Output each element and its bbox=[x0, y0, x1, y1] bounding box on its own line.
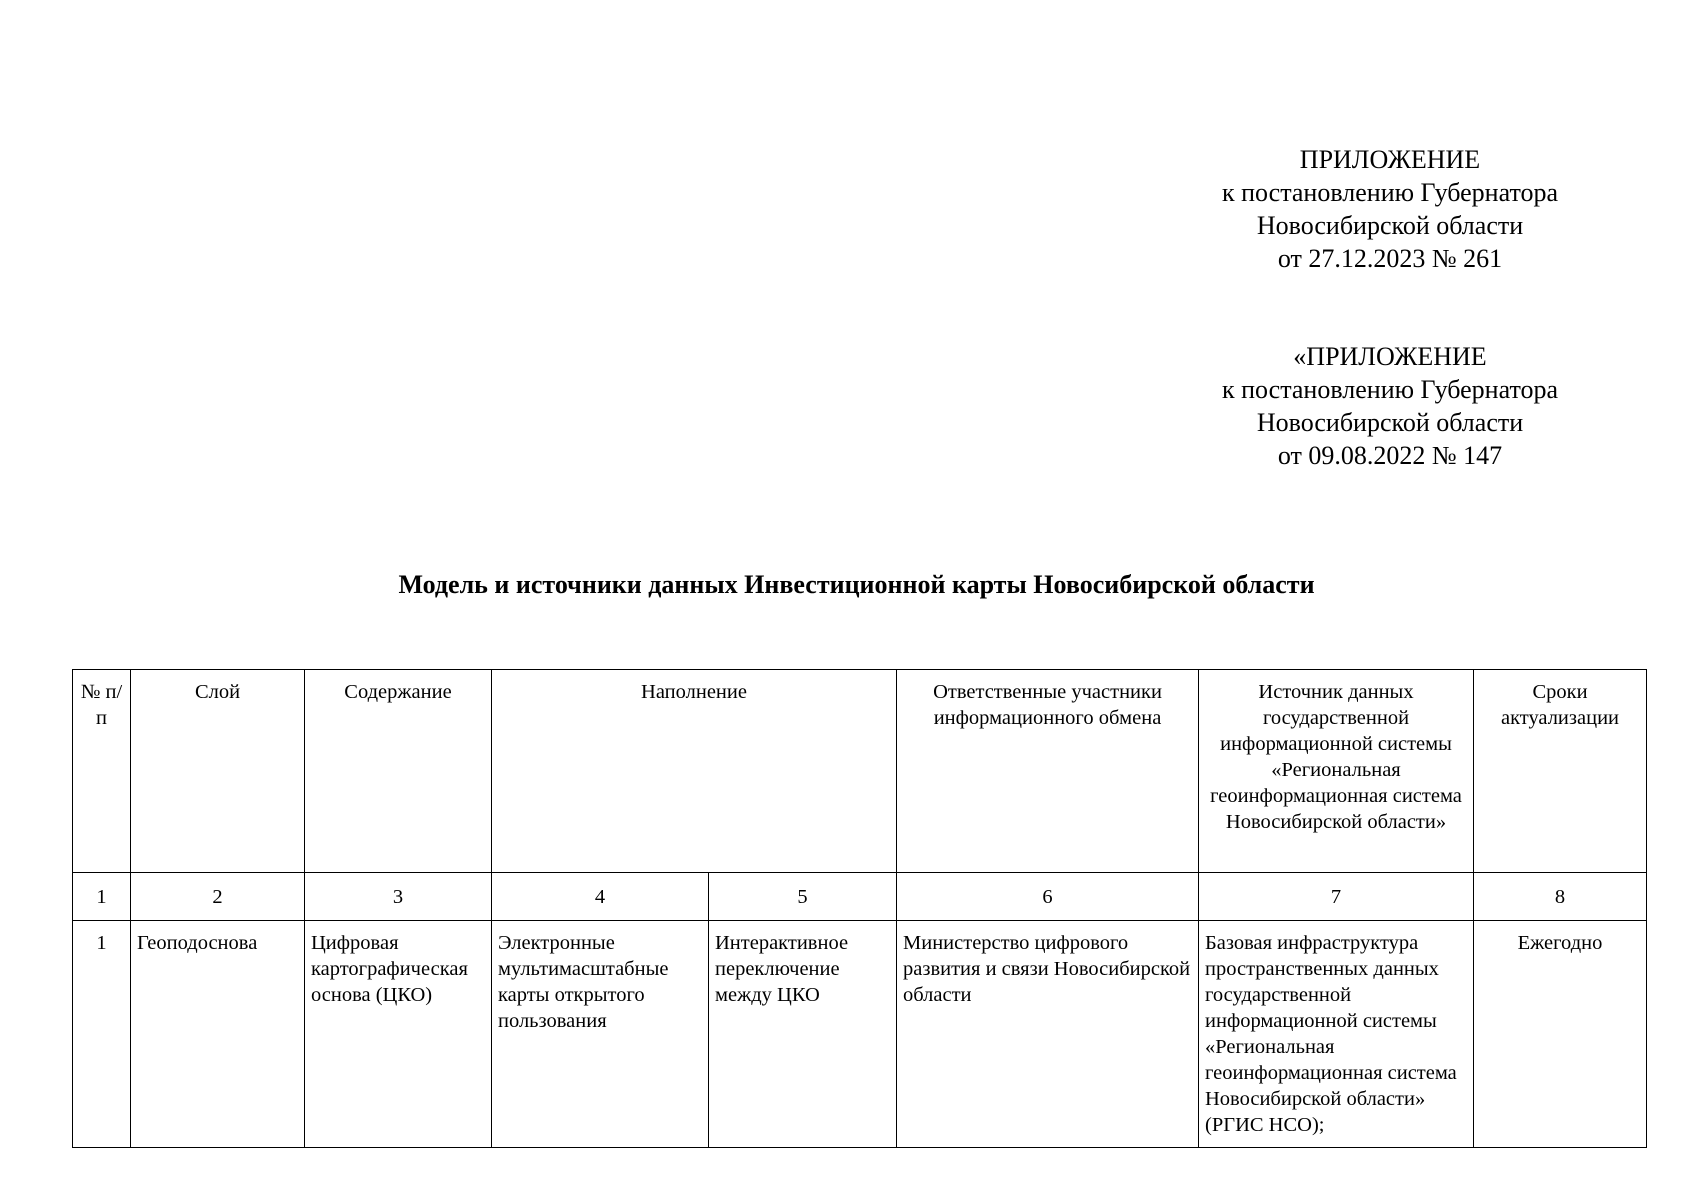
appendix-previous-line-1: «ПРИЛОЖЕНИЕ bbox=[1293, 342, 1487, 371]
column-number-cell: 6 bbox=[897, 873, 1199, 921]
table-header-row bbox=[73, 670, 1647, 873]
header-source: Источник данных государственной информационной системы «Региональная геоинформационная система Новосибирской области» bbox=[1199, 670, 1474, 873]
responsible-cell: Министерство цифрового развития и связи Новосибирской области bbox=[897, 921, 1199, 1148]
layer-cell: Геоподоснова bbox=[131, 921, 305, 1148]
appendix-block-previous bbox=[1174, 340, 1606, 472]
header-filling: Наполнение bbox=[492, 670, 897, 873]
header-update-terms: Сроки актуализации bbox=[1474, 670, 1647, 873]
column-number-cell: 7 bbox=[1199, 873, 1474, 921]
appendix-current-line-2: к постановлению Губернатора bbox=[1221, 178, 1559, 207]
update-terms-cell: Ежегодно bbox=[1474, 921, 1647, 1148]
appendix-previous-line-4: от 09.08.2022 № 147 bbox=[1277, 441, 1503, 470]
appendix-current-line-4: от 27.12.2023 № 261 bbox=[1277, 244, 1503, 273]
column-number-cell: 4 bbox=[492, 873, 709, 921]
column-number-cell: 8 bbox=[1474, 873, 1647, 921]
row-number-cell: 1 bbox=[73, 921, 131, 1148]
header-layer: Слой bbox=[131, 670, 305, 873]
column-number-cell: 5 bbox=[709, 873, 897, 921]
appendix-current-line-1: ПРИЛОЖЕНИЕ bbox=[1299, 145, 1481, 174]
appendix-current-line-3: Новосибирской области bbox=[1256, 211, 1524, 240]
header-number: № п/п bbox=[73, 670, 131, 873]
data-sources-table bbox=[72, 669, 1647, 1148]
header-responsible: Ответственные участники информационного обмена bbox=[897, 670, 1199, 873]
appendix-previous-line-3: Новосибирской области bbox=[1256, 408, 1524, 437]
document-title: Модель и источники данных Инвестиционной карты Новосибирской области bbox=[398, 570, 1315, 599]
content-cell: Цифровая картографическая основа (ЦКО) bbox=[305, 921, 492, 1148]
appendix-block-current bbox=[1174, 143, 1606, 275]
column-number-cell: 2 bbox=[131, 873, 305, 921]
header-content: Содержание bbox=[305, 670, 492, 873]
column-number-row bbox=[73, 873, 1647, 921]
filling-b-cell: Интерактивное переключение между ЦКО bbox=[709, 921, 897, 1148]
table-row bbox=[73, 921, 1647, 1148]
column-number-cell: 1 bbox=[73, 873, 131, 921]
appendix-previous-line-2: к постановлению Губернатора bbox=[1221, 375, 1559, 404]
filling-a-cell: Электронные мультимасштабные карты открытого пользования bbox=[492, 921, 709, 1148]
column-number-cell: 3 bbox=[305, 873, 492, 921]
source-cell: Базовая инфраструктура пространственных данных государственной информационной системы «Региональная геоинформационная система Новосибирской области» (РГИС НСО); bbox=[1199, 921, 1474, 1148]
